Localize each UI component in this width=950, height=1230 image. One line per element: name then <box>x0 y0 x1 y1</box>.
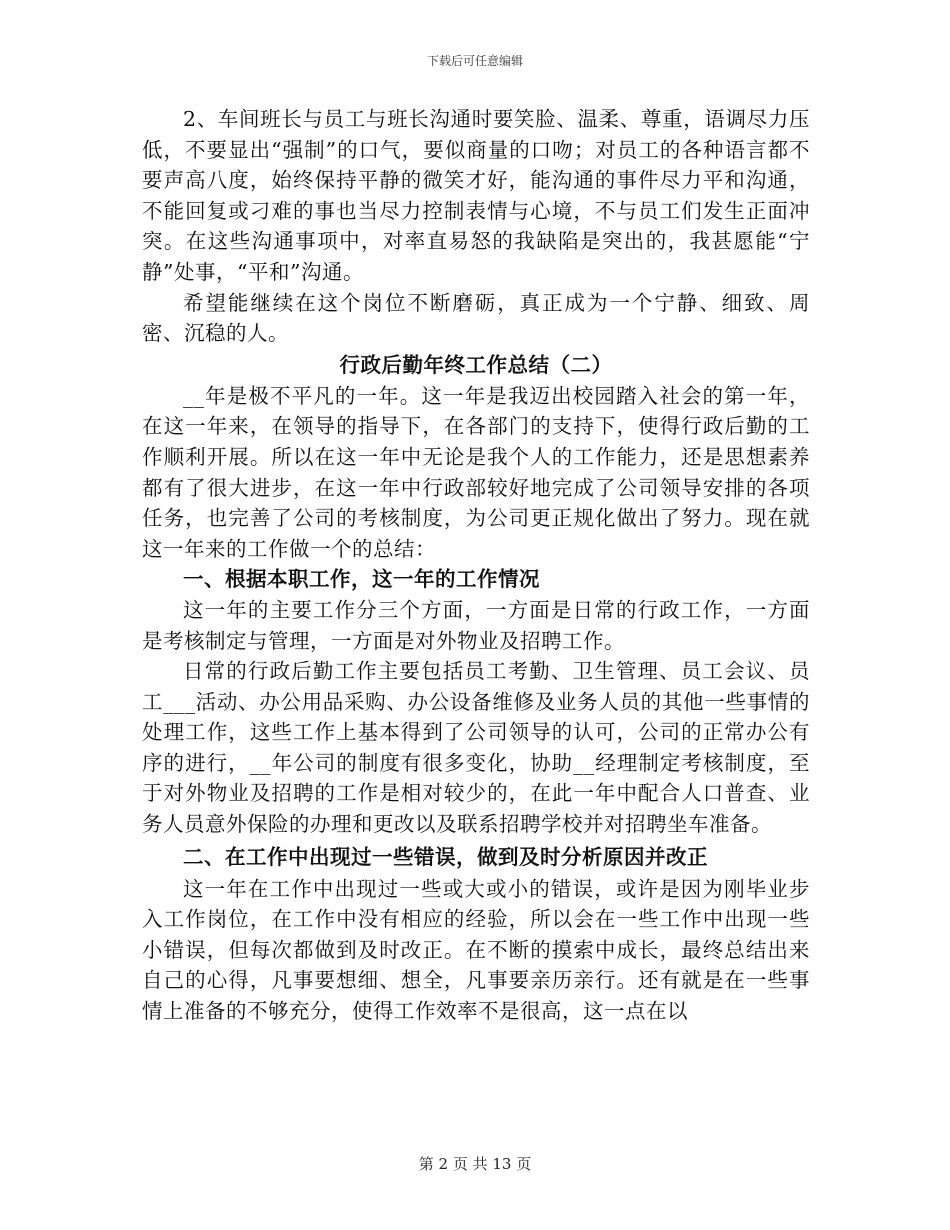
document-body <box>142 104 810 1027</box>
section-heading: 二、在工作中出现过一些错误，做到及时分析原因并改正 <box>183 844 708 869</box>
paragraph: 这一年的主要工作分三个方面，一方面是日常的行政工作，一方面是考核制定与管理，一方面是对外物业及招聘工作。 <box>142 597 810 653</box>
section-heading: 一、根据本职工作，这一年的工作情况 <box>183 567 540 592</box>
paragraph: 这一年在工作中出现过一些或大或小的错误，或许是因为刚毕业步入工作岗位，在工作中没有相应的经验，所以会在一些工作中出现一些小错误，但每次都做到及时改正。在不断的摸索中成长，最终总结出来自己的心得，凡事要想细、想全，凡事要亲历亲行。还有就是在一些事情上准备的不够充分，使得工作效率不是很高，这一点在以 <box>142 876 810 1024</box>
paragraph: 2、车间班长与员工与班长沟通时要笑脸、温柔、尊重，语调尽力压低，不要显出“强制”的口气，要似商量的口吻；对员工的各种语言都不要声高八度，始终保持平静的微笑才好，能沟通的事件尽力平和沟通，不能回复或刁难的事也当尽力控制表情与心境，不与员工们发生正面冲突。在这些沟通事项中，对率直易怒的我缺陷是突出的，我甚愿能“宁静”处事，“平和”沟通。 <box>142 107 810 284</box>
section-title: 行政后勤年终工作总结（二） <box>339 352 613 377</box>
page-header: 下载后可任意编辑 <box>426 54 523 68</box>
paragraph: __年是极不平凡的一年。这一年是我迈出校园踏入社会的第一年，在这一年来，在领导的指导下，在各部门的支持下，使得行政后勤的工作顺利开展。所以在这一年中无论是我个人的工作能力，还是思想素养都有了很大进步，在这一年中行政部较好地完成了公司领导安排的各项任务，也完善了公司的考核制度，为公司更正规化做出了努力。现在就这一年来的工作做一个的总结： <box>142 383 810 561</box>
page-footer: 第 2 页 共 13 页 <box>418 1155 532 1173</box>
paragraph: 希望能继续在这个岗位不断磨砺，真正成为一个宁静、细致、周密、沉稳的人。 <box>142 290 810 346</box>
paragraph: 日常的行政后勤工作主要包括员工考勤、卫生管理、员工会议、员工___活动、办公用品采购、办公设备维修及业务人员的其他一些事情的处理工作，这些工作上基本得到了公司领导的认可，公司的正常办公有序的进行，__年公司的制度有很多变化，协助__经理制定考核制度，至于对外物业及招聘的工作是相对较少的，在此一年中配合人口普查、业务人员意外保险的办理和更改以及联系招聘学校并对招聘坐车准备。 <box>142 659 810 837</box>
